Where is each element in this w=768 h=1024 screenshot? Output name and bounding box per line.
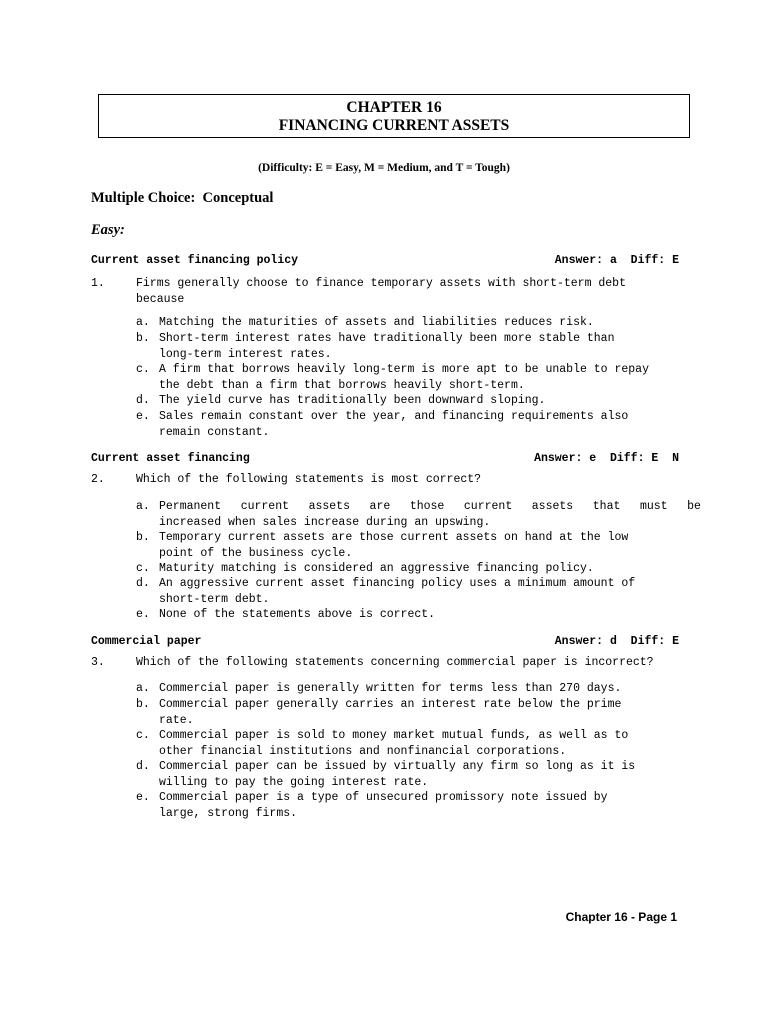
question-2-number: 2. [91, 473, 105, 486]
section-title: Multiple Choice: Conceptual [91, 190, 274, 206]
difficulty-note: (Difficulty: E = Easy, M = Medium, and T = Tough) [258, 162, 510, 174]
question-2-topic: Current asset financing [91, 452, 250, 465]
justified-text-line [159, 499, 701, 515]
question-text-line: because [136, 292, 185, 306]
choice-text-line: Maturity matching is considered an aggressive financing policy. [159, 562, 594, 575]
choice-text-line: Commercial paper can be issued by virtually any firm so long as it is [159, 760, 636, 773]
question-2-text [136, 472, 481, 488]
choice-text-line: A firm that borrows heavily long-term is more apt to be unable to repay [159, 363, 649, 376]
word: assets [531, 500, 574, 513]
question-3-topic: Commercial paper [91, 635, 202, 648]
choice-text-line: other financial institutions and nonfinancial corporations. [159, 744, 567, 758]
choice-letter: d. [136, 760, 150, 773]
word: are [369, 500, 391, 513]
choice-text-line: The yield curve has traditionally been downward sloping. [159, 394, 546, 407]
word: current [240, 500, 289, 513]
choice-letter: a. [136, 500, 150, 513]
choice-letter: e. [136, 791, 150, 804]
question-1-text [136, 276, 626, 307]
choice-text-line: Commercial paper generally carries an interest rate below the prime [159, 698, 622, 711]
chapter-title-box [98, 94, 690, 138]
choice-letter: a. [136, 682, 150, 695]
question-3-number: 3. [91, 656, 105, 669]
question-3-text [136, 655, 654, 671]
word: be [687, 500, 701, 513]
word: that [592, 500, 621, 513]
chapter-number: CHAPTER 16 [346, 99, 442, 116]
choice-text-line: point of the business cycle. [159, 546, 353, 560]
choice-text-line: remain constant. [159, 425, 270, 439]
choice-text-line: Short-term interest rates have traditionally been more stable than [159, 332, 615, 345]
choice-text-line: short-term debt. [159, 592, 270, 606]
choice-text-line: Temporary current assets are those current assets on hand at the low [159, 531, 629, 544]
choice-text-line: Commercial paper is generally written for terms less than 270 days. [159, 682, 622, 695]
page-footer: Chapter 16 - Page 1 [565, 910, 677, 924]
choice-letter: e. [136, 608, 150, 621]
choice-text-line: rate. [159, 713, 194, 727]
choice-text-line: Sales remain constant over the year, and financing requirements also [159, 410, 629, 423]
choice-letter: b. [136, 698, 150, 711]
choice-text-line: None of the statements above is correct. [159, 608, 436, 621]
choice-text-line: Matching the maturities of assets and liabilities reduces risk. [159, 316, 594, 329]
choice-letter: b. [136, 531, 150, 544]
choice-letter: c. [136, 562, 150, 575]
choice-letter: c. [136, 363, 150, 376]
choice-text-line: increased when sales increase during an upswing. [159, 515, 491, 529]
choice-letter: a. [136, 316, 150, 329]
word: assets [308, 500, 350, 513]
choice-text-line: long-term interest rates. [159, 347, 332, 361]
question-text-line: Which of the following statements concerning commercial paper is incorrect? [136, 656, 654, 669]
word: Permanent [159, 500, 222, 513]
word: current [463, 500, 513, 513]
question-text-line: Firms generally choose to finance temporary assets with short-term debt [136, 277, 626, 290]
chapter-title: FINANCING CURRENT ASSETS [278, 117, 510, 134]
question-2-answer: Answer: e Diff: E N [534, 452, 679, 465]
question-3-answer: Answer: d Diff: E [554, 635, 679, 648]
choice-text-line: Commercial paper is a type of unsecured promissory note issued by [159, 791, 608, 804]
question-text-line: Which of the following statements is most correct? [136, 473, 482, 486]
question-1-number: 1. [91, 277, 105, 290]
question-1-answer: Answer: a Diff: E [554, 254, 679, 267]
question-1-topic: Current asset financing policy [91, 254, 299, 267]
choice-text-line: the debt than a firm that borrows heavily short-term. [159, 378, 525, 392]
word: must [639, 500, 668, 513]
choice-letter: c. [136, 729, 150, 742]
section-subtitle: Easy: [91, 222, 125, 238]
choice-letter: b. [136, 332, 150, 345]
choice-text-line: Commercial paper is sold to money market mutual funds, as well as to [159, 729, 629, 742]
choice-letter: e. [136, 410, 150, 423]
choice-text-line: large, strong firms. [159, 806, 298, 820]
choice-text-line: willing to pay the going interest rate. [159, 775, 429, 789]
choice-letter: d. [136, 394, 150, 407]
word: those [409, 500, 445, 513]
choice-text-line: An aggressive current asset financing policy uses a minimum amount of [159, 577, 636, 590]
choice-letter: d. [136, 577, 150, 590]
